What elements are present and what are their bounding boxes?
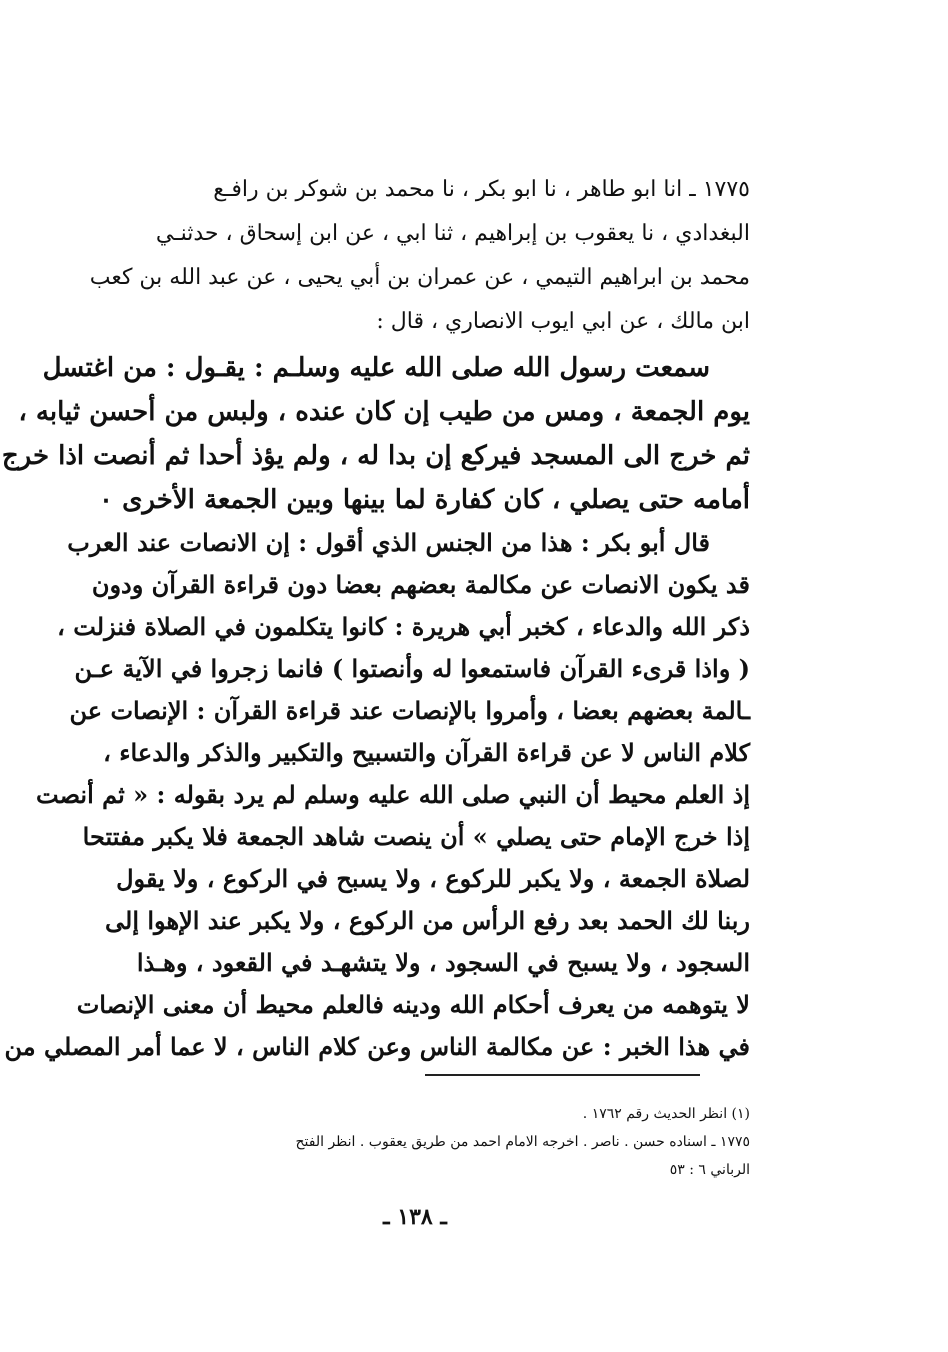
commentary-line: قد يكون الانصات عن مكالمة بعضهم بعضا دون قراءة القرآن ودون — [91, 570, 750, 599]
hadith-line: أمامه حتى يصلي ، كان كفارة لما بينها وبين الجمعة الأخرى ٠ — [99, 485, 750, 515]
hadith-text — [1, 346, 750, 522]
commentary-line: كلام الناس لا عن قراءة القرآن والتسبيح والتكبير والذكر والدعاء ، — [103, 738, 750, 767]
page-number: ـ ١٣٨ ـ — [383, 1204, 447, 1230]
chain-line: البغدادي ، نا يعقوب بن إبراهيم ، ثنا ابي ، عن ابن إسحاق ، حدثنـي — [155, 221, 750, 246]
hadith-chain-of-narration — [89, 168, 750, 344]
commentary-line: قال أبو بكر : هذا من الجنس الذي أقول : إن الانصات عند العرب — [67, 528, 710, 557]
hadith-line: سمعت رسول الله صلى الله عليه وسلـم : يقـول : من اغتسل — [42, 353, 710, 383]
chain-line: ابن مالك ، عن ابي ايوب الانصاري ، قال : — [376, 309, 750, 334]
commentary-paragraph — [4, 522, 750, 1068]
footnote-line: الرباني ٦ : ٥٣ — [669, 1162, 750, 1178]
commentary-line: ( واذا قرىء القرآن فاستمعوا له وأنصتوا ) فانما زجروا في الآية عـن — [74, 654, 750, 683]
footnote-separator-rule — [425, 1074, 700, 1076]
commentary-line: ربنا لك الحمد بعد رفع الرأس من الركوع ، ولا يكبر عند الإهوا إلى — [105, 906, 750, 935]
commentary-line: لصلاة الجمعة ، ولا يكبر للركوع ، ولا يسبح في الركوع ، ولا يقول — [116, 864, 750, 893]
footnote-line: (١) انظر الحديث رقم ١٧٦٢ . — [582, 1106, 750, 1122]
commentary-line: ـالمة بعضهم بعضا ، وأمروا بالإنصات عند قراءة القرآن : الإنصات عن — [69, 696, 750, 725]
commentary-line: في هذا الخبر : عن مكالمة الناس وعن كلام الناس ، لا عما أمر المصلي من — [4, 1032, 750, 1061]
footnote-line: ١٧٧٥ ـ اسناده حسن . ناصر . اخرجه الامام احمد من طريق يعقوب . انظر الفتح — [295, 1134, 750, 1150]
commentary-line: إذ العلم محيط أن النبي صلى الله عليه وسلم لم يرد بقوله : « ثم أنصت — [36, 780, 750, 809]
footnotes — [108, 1100, 750, 1184]
hadith-line: يوم الجمعة ، ومس من طيب إن كان عنده ، ولبس من أحسن ثيابه ، — [18, 397, 750, 427]
chain-line: ١٧٧٥ ـ انا ابو طاهر ، نا ابو بكر ، نا محمد بن شوكر بن رافـع — [213, 177, 750, 202]
chain-line: محمد بن ابراهيم التيمي ، عن عمران بن أبي يحيى ، عن عبد الله بن كعب — [89, 265, 750, 290]
commentary-line: السجود ، ولا يسبح في السجود ، ولا يتشهـد في القعود ، وهـذا — [136, 948, 750, 977]
commentary-line: إذا خرج الإمام حتى يصلي » أن ينصت شاهد الجمعة فلا يكبر مفتتحا — [82, 822, 750, 851]
hadith-line: ثم خرج الى المسجد فيركع إن بدا له ، ولم يؤذ أحدا ثم أنصت اذا خرج — [1, 441, 750, 471]
commentary-line: لا يتوهمه من يعرف أحكام الله ودينه فالعلم محيط أن معنى الإنصات — [76, 990, 750, 1019]
commentary-line: ذكر الله والدعاء ، كخبر أبي هريرة : كانوا يتكلمون في الصلاة فنزلت ، — [57, 612, 750, 641]
